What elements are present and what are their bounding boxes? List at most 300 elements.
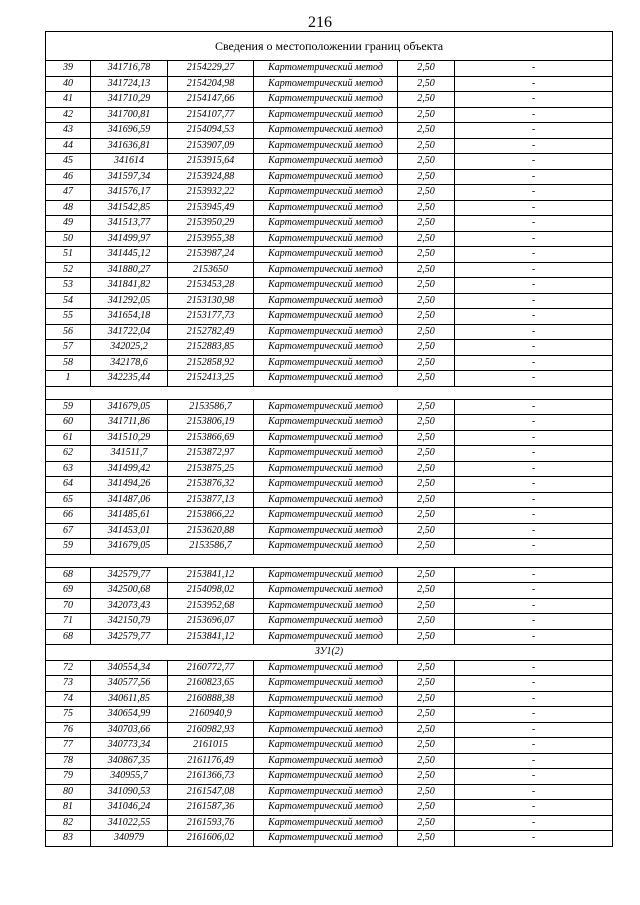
method-cell: Картометрический метод bbox=[254, 123, 398, 139]
accuracy-cell: 2,50 bbox=[398, 61, 455, 77]
point-number-cell: 54 bbox=[46, 293, 91, 309]
y-coordinate-cell: 2160772,77 bbox=[168, 660, 254, 676]
y-coordinate-cell: 2160940,9 bbox=[168, 707, 254, 723]
y-coordinate-cell: 2153586,7 bbox=[168, 399, 254, 415]
section-label: ЗУ1(2) bbox=[46, 645, 613, 661]
method-cell: Картометрический метод bbox=[254, 784, 398, 800]
x-coordinate-cell: 340577,56 bbox=[91, 676, 168, 692]
accuracy-cell: 2,50 bbox=[398, 477, 455, 493]
method-cell: Картометрический метод bbox=[254, 753, 398, 769]
description-cell: - bbox=[455, 508, 613, 524]
method-cell: Картометрический метод bbox=[254, 169, 398, 185]
table-row bbox=[46, 707, 613, 723]
point-number-cell: 58 bbox=[46, 355, 91, 371]
point-number-cell: 68 bbox=[46, 567, 91, 583]
y-coordinate-cell: 2153866,22 bbox=[168, 508, 254, 524]
description-cell: - bbox=[455, 583, 613, 599]
x-coordinate-cell: 341445,12 bbox=[91, 247, 168, 263]
method-cell: Картометрический метод bbox=[254, 355, 398, 371]
method-cell: Картометрический метод bbox=[254, 340, 398, 356]
accuracy-cell: 2,50 bbox=[398, 539, 455, 555]
accuracy-cell: 2,50 bbox=[398, 340, 455, 356]
description-cell: - bbox=[455, 340, 613, 356]
accuracy-cell: 2,50 bbox=[398, 815, 455, 831]
method-cell: Картометрический метод bbox=[254, 324, 398, 340]
point-number-cell: 59 bbox=[46, 539, 91, 555]
point-number-cell: 42 bbox=[46, 107, 91, 123]
point-number-cell: 73 bbox=[46, 676, 91, 692]
accuracy-cell: 2,50 bbox=[398, 461, 455, 477]
y-coordinate-cell: 2154229,27 bbox=[168, 61, 254, 77]
accuracy-cell: 2,50 bbox=[398, 355, 455, 371]
x-coordinate-cell: 341716,78 bbox=[91, 61, 168, 77]
point-number-cell: 52 bbox=[46, 262, 91, 278]
spacer-cell bbox=[46, 386, 613, 399]
point-number-cell: 71 bbox=[46, 614, 91, 630]
point-number-cell: 77 bbox=[46, 738, 91, 754]
x-coordinate-cell: 340611,85 bbox=[91, 691, 168, 707]
table-row bbox=[46, 784, 613, 800]
description-cell: - bbox=[455, 430, 613, 446]
method-cell: Картометрический метод bbox=[254, 722, 398, 738]
accuracy-cell: 2,50 bbox=[398, 508, 455, 524]
table-row bbox=[46, 753, 613, 769]
table-row bbox=[46, 446, 613, 462]
description-cell: - bbox=[455, 107, 613, 123]
method-cell: Картометрический метод bbox=[254, 614, 398, 630]
accuracy-cell: 2,50 bbox=[398, 278, 455, 294]
point-number-cell: 50 bbox=[46, 231, 91, 247]
y-coordinate-cell: 2153955,38 bbox=[168, 231, 254, 247]
accuracy-cell: 2,50 bbox=[398, 185, 455, 201]
description-cell: - bbox=[455, 262, 613, 278]
x-coordinate-cell: 342073,43 bbox=[91, 598, 168, 614]
description-cell: - bbox=[455, 293, 613, 309]
accuracy-cell: 2,50 bbox=[398, 629, 455, 645]
table-row bbox=[46, 583, 613, 599]
accuracy-cell: 2,50 bbox=[398, 430, 455, 446]
table-row bbox=[46, 123, 613, 139]
method-cell: Картометрический метод bbox=[254, 293, 398, 309]
accuracy-cell: 2,50 bbox=[398, 76, 455, 92]
table-row bbox=[46, 430, 613, 446]
method-cell: Картометрический метод bbox=[254, 278, 398, 294]
point-number-cell: 61 bbox=[46, 430, 91, 446]
description-cell: - bbox=[455, 598, 613, 614]
x-coordinate-cell: 341542,85 bbox=[91, 200, 168, 216]
description-cell: - bbox=[455, 722, 613, 738]
y-coordinate-cell: 2153907,09 bbox=[168, 138, 254, 154]
y-coordinate-cell: 2153915,64 bbox=[168, 154, 254, 170]
method-cell: Картометрический метод bbox=[254, 815, 398, 831]
description-cell: - bbox=[455, 753, 613, 769]
accuracy-cell: 2,50 bbox=[398, 583, 455, 599]
point-number-cell: 65 bbox=[46, 492, 91, 508]
x-coordinate-cell: 341576,17 bbox=[91, 185, 168, 201]
accuracy-cell: 2,50 bbox=[398, 707, 455, 723]
table-row bbox=[46, 293, 613, 309]
description-cell: - bbox=[455, 247, 613, 263]
x-coordinate-cell: 341614 bbox=[91, 154, 168, 170]
y-coordinate-cell: 2153872,97 bbox=[168, 446, 254, 462]
point-number-cell: 67 bbox=[46, 523, 91, 539]
x-coordinate-cell: 341841,82 bbox=[91, 278, 168, 294]
x-coordinate-cell: 341636,81 bbox=[91, 138, 168, 154]
accuracy-cell: 2,50 bbox=[398, 247, 455, 263]
x-coordinate-cell: 341022,55 bbox=[91, 815, 168, 831]
method-cell: Картометрический метод bbox=[254, 446, 398, 462]
section-label-row bbox=[46, 645, 613, 661]
y-coordinate-cell: 2161015 bbox=[168, 738, 254, 754]
method-cell: Картометрический метод bbox=[254, 539, 398, 555]
method-cell: Картометрический метод bbox=[254, 107, 398, 123]
method-cell: Картометрический метод bbox=[254, 138, 398, 154]
point-number-cell: 64 bbox=[46, 477, 91, 493]
y-coordinate-cell: 2161593,76 bbox=[168, 815, 254, 831]
method-cell: Картометрический метод bbox=[254, 707, 398, 723]
method-cell: Картометрический метод bbox=[254, 567, 398, 583]
table-row bbox=[46, 340, 613, 356]
point-number-cell: 63 bbox=[46, 461, 91, 477]
method-cell: Картометрический метод bbox=[254, 800, 398, 816]
table-row bbox=[46, 508, 613, 524]
point-number-cell: 59 bbox=[46, 399, 91, 415]
point-number-cell: 60 bbox=[46, 415, 91, 431]
table-row bbox=[46, 738, 613, 754]
method-cell: Картометрический метод bbox=[254, 430, 398, 446]
x-coordinate-cell: 340654,99 bbox=[91, 707, 168, 723]
x-coordinate-cell: 341499,97 bbox=[91, 231, 168, 247]
x-coordinate-cell: 340979 bbox=[91, 831, 168, 847]
x-coordinate-cell: 341722,04 bbox=[91, 324, 168, 340]
accuracy-cell: 2,50 bbox=[398, 309, 455, 325]
description-cell: - bbox=[455, 784, 613, 800]
description-cell: - bbox=[455, 185, 613, 201]
x-coordinate-cell: 341880,27 bbox=[91, 262, 168, 278]
accuracy-cell: 2,50 bbox=[398, 216, 455, 232]
point-number-cell: 44 bbox=[46, 138, 91, 154]
point-number-cell: 40 bbox=[46, 76, 91, 92]
table-title: Сведения о местоположении границ объекта bbox=[46, 32, 613, 61]
table-row bbox=[46, 722, 613, 738]
y-coordinate-cell: 2153806,19 bbox=[168, 415, 254, 431]
table-row bbox=[46, 231, 613, 247]
accuracy-cell: 2,50 bbox=[398, 523, 455, 539]
x-coordinate-cell: 340867,35 bbox=[91, 753, 168, 769]
description-cell: - bbox=[455, 61, 613, 77]
table-row bbox=[46, 92, 613, 108]
x-coordinate-cell: 341510,29 bbox=[91, 430, 168, 446]
point-number-cell: 82 bbox=[46, 815, 91, 831]
table-row bbox=[46, 278, 613, 294]
point-number-cell: 48 bbox=[46, 200, 91, 216]
point-number-cell: 49 bbox=[46, 216, 91, 232]
x-coordinate-cell: 342025,2 bbox=[91, 340, 168, 356]
method-cell: Картометрический метод bbox=[254, 598, 398, 614]
accuracy-cell: 2,50 bbox=[398, 371, 455, 387]
method-cell: Картометрический метод bbox=[254, 92, 398, 108]
table-row bbox=[46, 185, 613, 201]
accuracy-cell: 2,50 bbox=[398, 415, 455, 431]
y-coordinate-cell: 2152782,49 bbox=[168, 324, 254, 340]
accuracy-cell: 2,50 bbox=[398, 169, 455, 185]
description-cell: - bbox=[455, 477, 613, 493]
point-number-cell: 81 bbox=[46, 800, 91, 816]
y-coordinate-cell: 2152858,92 bbox=[168, 355, 254, 371]
x-coordinate-cell: 341710,29 bbox=[91, 92, 168, 108]
accuracy-cell: 2,50 bbox=[398, 231, 455, 247]
x-coordinate-cell: 341700,81 bbox=[91, 107, 168, 123]
point-number-cell: 80 bbox=[46, 784, 91, 800]
y-coordinate-cell: 2154094,53 bbox=[168, 123, 254, 139]
method-cell: Картометрический метод bbox=[254, 154, 398, 170]
method-cell: Картометрический метод bbox=[254, 629, 398, 645]
table-row bbox=[46, 154, 613, 170]
accuracy-cell: 2,50 bbox=[398, 614, 455, 630]
table-row bbox=[46, 523, 613, 539]
y-coordinate-cell: 2153924,88 bbox=[168, 169, 254, 185]
y-coordinate-cell: 2153841,12 bbox=[168, 629, 254, 645]
table-row bbox=[46, 138, 613, 154]
page-number: 216 bbox=[308, 14, 332, 31]
x-coordinate-cell: 341487,06 bbox=[91, 492, 168, 508]
y-coordinate-cell: 2153932,22 bbox=[168, 185, 254, 201]
point-number-cell: 74 bbox=[46, 691, 91, 707]
method-cell: Картометрический метод bbox=[254, 61, 398, 77]
y-coordinate-cell: 2153945,49 bbox=[168, 200, 254, 216]
method-cell: Картометрический метод bbox=[254, 200, 398, 216]
table-row bbox=[46, 262, 613, 278]
x-coordinate-cell: 341511,7 bbox=[91, 446, 168, 462]
accuracy-cell: 2,50 bbox=[398, 660, 455, 676]
description-cell: - bbox=[455, 492, 613, 508]
point-number-cell: 72 bbox=[46, 660, 91, 676]
point-number-cell: 57 bbox=[46, 340, 91, 356]
method-cell: Картометрический метод bbox=[254, 738, 398, 754]
x-coordinate-cell: 342235,44 bbox=[91, 371, 168, 387]
description-cell: - bbox=[455, 800, 613, 816]
accuracy-cell: 2,50 bbox=[398, 598, 455, 614]
y-coordinate-cell: 2153620,88 bbox=[168, 523, 254, 539]
description-cell: - bbox=[455, 461, 613, 477]
x-coordinate-cell: 341090,53 bbox=[91, 784, 168, 800]
point-number-cell: 68 bbox=[46, 629, 91, 645]
y-coordinate-cell: 2153177,73 bbox=[168, 309, 254, 325]
method-cell: Картометрический метод bbox=[254, 831, 398, 847]
method-cell: Картометрический метод bbox=[254, 76, 398, 92]
accuracy-cell: 2,50 bbox=[398, 324, 455, 340]
table-row bbox=[46, 324, 613, 340]
method-cell: Картометрический метод bbox=[254, 231, 398, 247]
table-row bbox=[46, 660, 613, 676]
point-number-cell: 55 bbox=[46, 309, 91, 325]
y-coordinate-cell: 2160823,65 bbox=[168, 676, 254, 692]
table-row bbox=[46, 399, 613, 415]
y-coordinate-cell: 2153875,25 bbox=[168, 461, 254, 477]
description-cell: - bbox=[455, 278, 613, 294]
x-coordinate-cell: 342150,79 bbox=[91, 614, 168, 630]
method-cell: Картометрический метод bbox=[254, 461, 398, 477]
x-coordinate-cell: 342500,68 bbox=[91, 583, 168, 599]
table-row bbox=[46, 216, 613, 232]
method-cell: Картометрический метод bbox=[254, 676, 398, 692]
boundary-coordinates-table bbox=[45, 31, 613, 847]
x-coordinate-cell: 341696,59 bbox=[91, 123, 168, 139]
method-cell: Картометрический метод bbox=[254, 769, 398, 785]
table-row bbox=[46, 415, 613, 431]
description-cell: - bbox=[455, 446, 613, 462]
accuracy-cell: 2,50 bbox=[398, 262, 455, 278]
table-row bbox=[46, 247, 613, 263]
accuracy-cell: 2,50 bbox=[398, 123, 455, 139]
table-row bbox=[46, 800, 613, 816]
table-row bbox=[46, 769, 613, 785]
accuracy-cell: 2,50 bbox=[398, 446, 455, 462]
table-body bbox=[46, 32, 613, 847]
table-row bbox=[46, 567, 613, 583]
description-cell: - bbox=[455, 92, 613, 108]
point-number-cell: 78 bbox=[46, 753, 91, 769]
table-row bbox=[46, 309, 613, 325]
method-cell: Картометрический метод bbox=[254, 309, 398, 325]
accuracy-cell: 2,50 bbox=[398, 691, 455, 707]
x-coordinate-cell: 341453,01 bbox=[91, 523, 168, 539]
y-coordinate-cell: 2153841,12 bbox=[168, 567, 254, 583]
y-coordinate-cell: 2153876,32 bbox=[168, 477, 254, 493]
accuracy-cell: 2,50 bbox=[398, 107, 455, 123]
description-cell: - bbox=[455, 324, 613, 340]
x-coordinate-cell: 341292,05 bbox=[91, 293, 168, 309]
x-coordinate-cell: 341499,42 bbox=[91, 461, 168, 477]
accuracy-cell: 2,50 bbox=[398, 200, 455, 216]
method-cell: Картометрический метод bbox=[254, 262, 398, 278]
point-number-cell: 46 bbox=[46, 169, 91, 185]
x-coordinate-cell: 342579,77 bbox=[91, 629, 168, 645]
x-coordinate-cell: 340773,34 bbox=[91, 738, 168, 754]
description-cell: - bbox=[455, 138, 613, 154]
y-coordinate-cell: 2153696,07 bbox=[168, 614, 254, 630]
group-spacer-row bbox=[46, 386, 613, 399]
y-coordinate-cell: 2161587,36 bbox=[168, 800, 254, 816]
table-row bbox=[46, 200, 613, 216]
description-cell: - bbox=[455, 815, 613, 831]
y-coordinate-cell: 2154098,02 bbox=[168, 583, 254, 599]
table-row bbox=[46, 355, 613, 371]
x-coordinate-cell: 341597,34 bbox=[91, 169, 168, 185]
title-row bbox=[46, 32, 613, 61]
description-cell: - bbox=[455, 355, 613, 371]
point-number-cell: 66 bbox=[46, 508, 91, 524]
description-cell: - bbox=[455, 614, 613, 630]
x-coordinate-cell: 341513,77 bbox=[91, 216, 168, 232]
accuracy-cell: 2,50 bbox=[398, 293, 455, 309]
accuracy-cell: 2,50 bbox=[398, 800, 455, 816]
description-cell: - bbox=[455, 676, 613, 692]
x-coordinate-cell: 342579,77 bbox=[91, 567, 168, 583]
accuracy-cell: 2,50 bbox=[398, 567, 455, 583]
table-row bbox=[46, 598, 613, 614]
accuracy-cell: 2,50 bbox=[398, 722, 455, 738]
x-coordinate-cell: 341494,26 bbox=[91, 477, 168, 493]
accuracy-cell: 2,50 bbox=[398, 784, 455, 800]
table-row bbox=[46, 461, 613, 477]
point-number-cell: 41 bbox=[46, 92, 91, 108]
accuracy-cell: 2,50 bbox=[398, 753, 455, 769]
table-row bbox=[46, 676, 613, 692]
description-cell: - bbox=[455, 691, 613, 707]
method-cell: Картометрический метод bbox=[254, 371, 398, 387]
y-coordinate-cell: 2153130,98 bbox=[168, 293, 254, 309]
table-row bbox=[46, 691, 613, 707]
description-cell: - bbox=[455, 660, 613, 676]
point-number-cell: 1 bbox=[46, 371, 91, 387]
point-number-cell: 56 bbox=[46, 324, 91, 340]
table-row bbox=[46, 76, 613, 92]
table-row bbox=[46, 614, 613, 630]
x-coordinate-cell: 341679,05 bbox=[91, 399, 168, 415]
description-cell: - bbox=[455, 231, 613, 247]
accuracy-cell: 2,50 bbox=[398, 154, 455, 170]
accuracy-cell: 2,50 bbox=[398, 831, 455, 847]
point-number-cell: 43 bbox=[46, 123, 91, 139]
y-coordinate-cell: 2153950,29 bbox=[168, 216, 254, 232]
table-row bbox=[46, 107, 613, 123]
method-cell: Картометрический метод bbox=[254, 216, 398, 232]
description-cell: - bbox=[455, 738, 613, 754]
y-coordinate-cell: 2153952,68 bbox=[168, 598, 254, 614]
x-coordinate-cell: 340554,34 bbox=[91, 660, 168, 676]
table-row bbox=[46, 831, 613, 847]
point-number-cell: 62 bbox=[46, 446, 91, 462]
description-cell: - bbox=[455, 309, 613, 325]
group-spacer-row bbox=[46, 554, 613, 567]
x-coordinate-cell: 340955,7 bbox=[91, 769, 168, 785]
x-coordinate-cell: 341654,18 bbox=[91, 309, 168, 325]
y-coordinate-cell: 2153586,7 bbox=[168, 539, 254, 555]
y-coordinate-cell: 2154204,98 bbox=[168, 76, 254, 92]
description-cell: - bbox=[455, 371, 613, 387]
y-coordinate-cell: 2153877,13 bbox=[168, 492, 254, 508]
table-row bbox=[46, 492, 613, 508]
point-number-cell: 79 bbox=[46, 769, 91, 785]
table-row bbox=[46, 169, 613, 185]
method-cell: Картометрический метод bbox=[254, 399, 398, 415]
method-cell: Картометрический метод bbox=[254, 247, 398, 263]
y-coordinate-cell: 2161547,08 bbox=[168, 784, 254, 800]
point-number-cell: 69 bbox=[46, 583, 91, 599]
point-number-cell: 83 bbox=[46, 831, 91, 847]
y-coordinate-cell: 2160982,93 bbox=[168, 722, 254, 738]
description-cell: - bbox=[455, 629, 613, 645]
x-coordinate-cell: 342178,6 bbox=[91, 355, 168, 371]
spacer-cell bbox=[46, 554, 613, 567]
y-coordinate-cell: 2161606,02 bbox=[168, 831, 254, 847]
table-row bbox=[46, 815, 613, 831]
accuracy-cell: 2,50 bbox=[398, 738, 455, 754]
table-row bbox=[46, 539, 613, 555]
y-coordinate-cell: 2152883,85 bbox=[168, 340, 254, 356]
description-cell: - bbox=[455, 831, 613, 847]
y-coordinate-cell: 2161366,73 bbox=[168, 769, 254, 785]
point-number-cell: 53 bbox=[46, 278, 91, 294]
description-cell: - bbox=[455, 523, 613, 539]
y-coordinate-cell: 2160888,38 bbox=[168, 691, 254, 707]
x-coordinate-cell: 341724,13 bbox=[91, 76, 168, 92]
description-cell: - bbox=[455, 76, 613, 92]
description-cell: - bbox=[455, 169, 613, 185]
accuracy-cell: 2,50 bbox=[398, 399, 455, 415]
method-cell: Картометрический метод bbox=[254, 660, 398, 676]
